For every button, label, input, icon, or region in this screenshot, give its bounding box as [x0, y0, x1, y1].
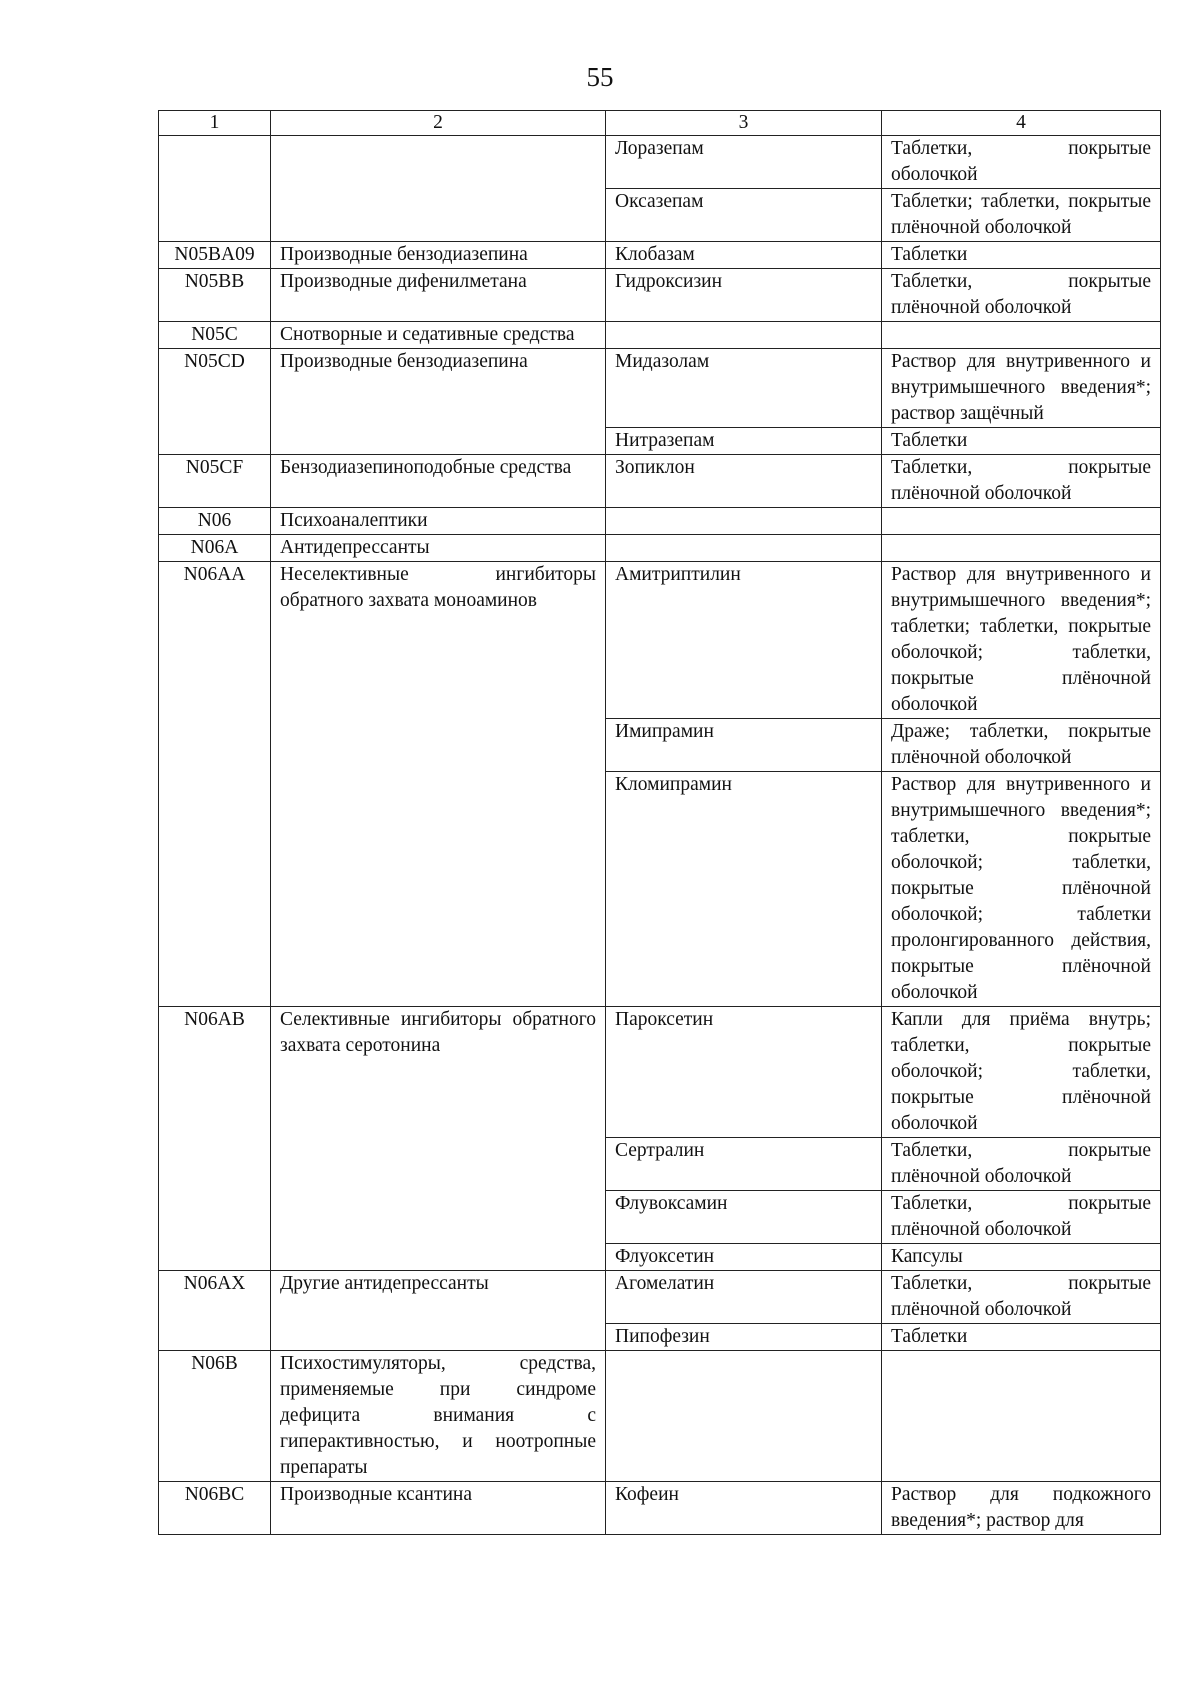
atc-code-cell: N05CF [159, 455, 271, 508]
dosage-form-cell: Таблетки, покрытые плёночной оболочкой [882, 455, 1161, 508]
dosage-form-cell: Капсулы [882, 1244, 1161, 1271]
dosage-form-cell: Раствор для внутривенного и внутримышечного введения*; таблетки; таблетки, покрытые оболочкой; таблетки, покрытые плёночной оболочкой [882, 562, 1161, 719]
dosage-form-cell [882, 535, 1161, 562]
dosage-form-cell: Раствор для внутривенного и внутримышечного введения*; раствор защёчный [882, 349, 1161, 428]
dosage-form-cell [882, 508, 1161, 535]
dosage-form-cell: Таблетки [882, 1324, 1161, 1351]
group-name-cell [271, 136, 606, 242]
drug-name-cell: Имипрамин [606, 719, 882, 772]
dosage-form-cell: Раствор для подкожного введения*; раствор для [882, 1482, 1161, 1535]
drug-name-cell [606, 535, 882, 562]
drug-name-cell: Мидазолам [606, 349, 882, 428]
drug-table [158, 110, 1161, 1535]
dosage-form-cell: Раствор для внутривенного и внутримышечного введения*; таблетки, покрытые оболочкой; таблетки, покрытые плёночной оболочкой; таблетки пролонгированного действия, покрытые плёночной оболочкой [882, 772, 1161, 1007]
drug-name-cell: Флувоксамин [606, 1191, 882, 1244]
drug-name-cell: Клобазам [606, 242, 882, 269]
dosage-form-cell: Таблетки [882, 428, 1161, 455]
dosage-form-cell: Таблетки; таблетки, покрытые плёночной оболочкой [882, 189, 1161, 242]
atc-code-cell [159, 136, 271, 242]
group-name-cell: Психоаналептики [271, 508, 606, 535]
drug-name-cell [606, 508, 882, 535]
drug-name-cell [606, 1351, 882, 1482]
table-row [159, 349, 1161, 428]
drug-name-cell: Зопиклон [606, 455, 882, 508]
atc-code-cell: N06AA [159, 562, 271, 1007]
dosage-form-cell [882, 1351, 1161, 1482]
table-body [159, 136, 1161, 1535]
header-col-1: 1 [159, 111, 271, 136]
drug-name-cell: Пароксетин [606, 1007, 882, 1138]
drug-name-cell: Оксазепам [606, 189, 882, 242]
table-row [159, 242, 1161, 269]
atc-code-cell: N06B [159, 1351, 271, 1482]
table-row [159, 1351, 1161, 1482]
drug-name-cell: Амитриптилин [606, 562, 882, 719]
page-number: 55 [586, 62, 614, 92]
drug-name-cell: Кломипрамин [606, 772, 882, 1007]
drug-name-cell: Пипофезин [606, 1324, 882, 1351]
table-row [159, 322, 1161, 349]
dosage-form-cell: Таблетки, покрытые плёночной оболочкой [882, 1138, 1161, 1191]
dosage-form-cell: Таблетки [882, 242, 1161, 269]
dosage-form-cell: Капли для приёма внутрь; таблетки, покрытые оболочкой; таблетки, покрытые плёночной оболочкой [882, 1007, 1161, 1138]
group-name-cell: Бензодиазепиноподобные средства [271, 455, 606, 508]
drug-name-cell: Сертралин [606, 1138, 882, 1191]
atc-code-cell: N05BB [159, 269, 271, 322]
table-row [159, 269, 1161, 322]
drug-name-cell: Нитразепам [606, 428, 882, 455]
header-row [159, 111, 1161, 136]
dosage-form-cell: Таблетки, покрытые оболочкой [882, 136, 1161, 189]
group-name-cell: Психостимуляторы, средства, применяемые при синдроме дефицита внимания с гиперактивностью, и ноотропные препараты [271, 1351, 606, 1482]
table-row [159, 1271, 1161, 1324]
drug-name-cell: Агомелатин [606, 1271, 882, 1324]
drug-name-cell [606, 322, 882, 349]
table-row [159, 562, 1161, 719]
table-row [159, 535, 1161, 562]
dosage-form-cell: Драже; таблетки, покрытые плёночной оболочкой [882, 719, 1161, 772]
table-row [159, 508, 1161, 535]
header-col-3: 3 [606, 111, 882, 136]
table-row [159, 1482, 1161, 1535]
drug-name-cell: Гидроксизин [606, 269, 882, 322]
group-name-cell: Производные бензодиазепина [271, 349, 606, 455]
atc-code-cell: N06BC [159, 1482, 271, 1535]
drug-name-cell: Лоразепам [606, 136, 882, 189]
table-row [159, 136, 1161, 189]
table-row [159, 1007, 1161, 1138]
group-name-cell: Производные ксантина [271, 1482, 606, 1535]
dosage-form-cell: Таблетки, покрытые плёночной оболочкой [882, 1271, 1161, 1324]
group-name-cell: Производные дифенилметана [271, 269, 606, 322]
atc-code-cell: N05BA09 [159, 242, 271, 269]
group-name-cell: Антидепрессанты [271, 535, 606, 562]
group-name-cell: Селективные ингибиторы обратного захвата серотонина [271, 1007, 606, 1271]
drug-name-cell: Кофеин [606, 1482, 882, 1535]
dosage-form-cell: Таблетки, покрытые плёночной оболочкой [882, 269, 1161, 322]
dosage-form-cell: Таблетки, покрытые плёночной оболочкой [882, 1191, 1161, 1244]
table-row [159, 455, 1161, 508]
atc-code-cell: N05CD [159, 349, 271, 455]
header-col-2: 2 [271, 111, 606, 136]
dosage-form-cell [882, 322, 1161, 349]
group-name-cell: Снотворные и седативные средства [271, 322, 606, 349]
atc-code-cell: N06AB [159, 1007, 271, 1271]
drug-name-cell: Флуоксетин [606, 1244, 882, 1271]
group-name-cell: Производные бензодиазепина [271, 242, 606, 269]
atc-code-cell: N06 [159, 508, 271, 535]
atc-code-cell: N05C [159, 322, 271, 349]
atc-code-cell: N06A [159, 535, 271, 562]
group-name-cell: Другие антидепрессанты [271, 1271, 606, 1351]
group-name-cell: Неселективные ингибиторы обратного захвата моноаминов [271, 562, 606, 1007]
header-col-4: 4 [882, 111, 1161, 136]
atc-code-cell: N06AX [159, 1271, 271, 1351]
